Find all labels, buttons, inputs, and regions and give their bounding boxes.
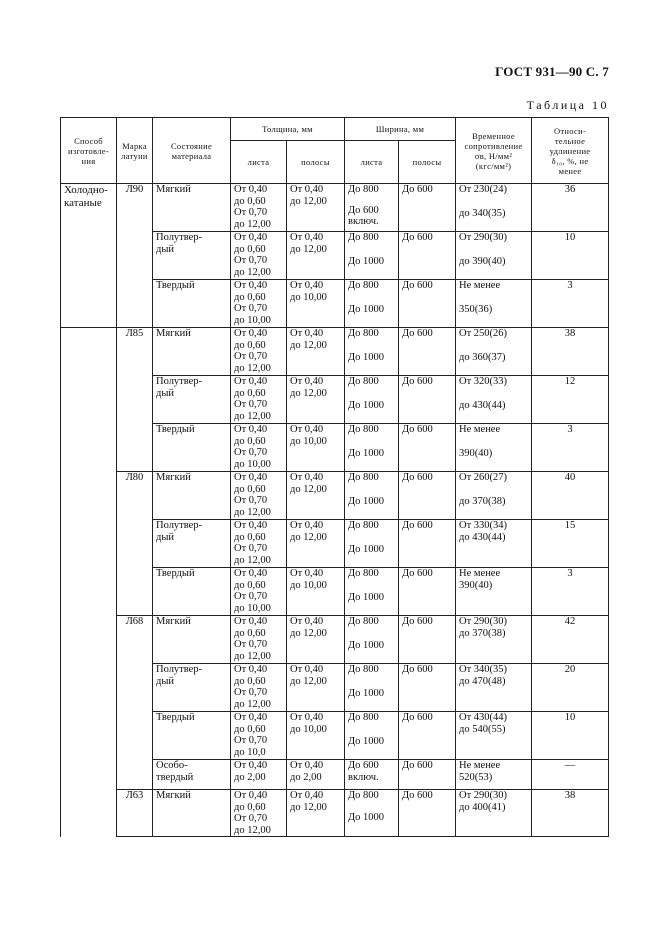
strip-width-cell: До 600	[399, 520, 456, 568]
strength-bottom: до 390(40)	[459, 255, 506, 267]
state-cell: Мягкий	[153, 472, 231, 520]
grade-cell: Л68	[117, 616, 153, 790]
strip-thickness-cell: От 0,40 до 12,00	[287, 184, 345, 232]
elongation-cell: —	[532, 760, 609, 790]
strip-thickness-cell: От 0,40 до 12,00	[287, 376, 345, 424]
sheet-width-cell	[345, 616, 399, 664]
strip-width-cell: До 600	[399, 472, 456, 520]
strip-width-cell: До 600	[399, 424, 456, 472]
sheet-width-bottom: До 1000	[348, 543, 385, 555]
sheet-width-bottom: До 1000	[348, 639, 385, 651]
state-cell: Твердый	[153, 712, 231, 760]
sheet-width-top: До 800	[348, 280, 379, 291]
sheet-width-bottom: До 1000	[348, 303, 385, 315]
strength-bottom: до 360(37)	[459, 351, 506, 363]
strength-cell: От 340(35) до 470(48)	[456, 664, 532, 712]
sheet-width-bottom: До 1000	[348, 351, 385, 363]
sheet-thickness-cell: От 0,40 до 0,60 От 0,70 до 12,00	[231, 376, 287, 424]
strip-width-cell: До 600	[399, 328, 456, 376]
elongation-cell: 38	[532, 328, 609, 376]
strip-width-cell: До 600	[399, 568, 456, 616]
strip-width-cell: До 600	[399, 280, 456, 328]
state-cell: Полутвер- дый	[153, 376, 231, 424]
sheet-width-bottom: До 1000	[348, 811, 385, 823]
state-cell: Полутвер- дый	[153, 664, 231, 712]
elongation-cell: 3	[532, 424, 609, 472]
sheet-width-cell	[345, 424, 399, 472]
strength-top: Не менее	[459, 280, 501, 291]
sheet-width-cell: До 600 включ.	[345, 760, 399, 790]
sheet-thickness-cell: От 0,40 до 0,60 От 0,70 до 12,00	[231, 232, 287, 280]
sheet-width-top: До 800	[348, 790, 379, 801]
sheet-width-cell	[345, 568, 399, 616]
sheet-width-top: До 800	[348, 616, 379, 627]
properties-table	[60, 117, 609, 837]
strength-bottom: 390(40)	[459, 447, 493, 459]
state-cell: Мягкий	[153, 184, 231, 232]
state-cell: Особо- твердый	[153, 760, 231, 790]
strength-cell: От 330(34) до 430(44)	[456, 520, 532, 568]
elongation-cell: 40	[532, 472, 609, 520]
sheet-width-top: До 800	[348, 376, 379, 387]
sheet-thickness-cell: От 0,40 до 2,00	[231, 760, 287, 790]
sheet-width-cell	[345, 712, 399, 760]
sheet-width-cell	[345, 376, 399, 424]
sheet-thickness-cell: От 0,40 до 0,60 От 0,70 до 12,00	[231, 790, 287, 837]
strip-thickness-cell: От 0,40 до 12,00	[287, 790, 345, 837]
method-cell: Холодно- катаные	[61, 184, 117, 328]
sheet-width-bottom: До 600 включ.	[348, 204, 379, 227]
table-label: Таблица 10	[526, 98, 609, 112]
col-header-method: Способ изготовле- ния	[61, 118, 117, 184]
col-header-thickness-strips: полосы	[287, 141, 345, 184]
strength-cell	[456, 328, 532, 376]
strength-top: От 320(33)	[459, 376, 508, 387]
state-cell: Полутвер- дый	[153, 520, 231, 568]
strength-bottom: до 370(38)	[459, 495, 506, 507]
sheet-width-cell	[345, 790, 399, 837]
strip-width-cell: До 600	[399, 760, 456, 790]
strip-thickness-cell: От 0,40 до 12,00	[287, 520, 345, 568]
strip-thickness-cell: От 0,40 до 10,00	[287, 568, 345, 616]
sheet-width-cell	[345, 232, 399, 280]
grade-cell: Л85	[117, 328, 153, 472]
strength-cell	[456, 424, 532, 472]
strength-cell	[456, 472, 532, 520]
sheet-width-top: До 800	[348, 232, 379, 243]
col-header-thickness: Толщина, мм	[231, 118, 345, 141]
sheet-width-bottom: До 1000	[348, 687, 385, 699]
method-cell-continuation	[61, 328, 117, 837]
sheet-width-cell	[345, 664, 399, 712]
sheet-thickness-cell: От 0,40 до 0,60 От 0,70 до 12,00	[231, 664, 287, 712]
strength-cell: Не менее 520(53)	[456, 760, 532, 790]
grade-cell: Л90	[117, 184, 153, 328]
strip-thickness-cell: От 0,40 до 12,00	[287, 616, 345, 664]
strength-bottom: до 430(44)	[459, 399, 506, 411]
sheet-thickness-cell: От 0,40 до 0,60 От 0,70 до 12,00	[231, 472, 287, 520]
strength-cell	[456, 376, 532, 424]
sheet-width-top: До 800	[348, 184, 379, 195]
sheet-width-bottom: До 1000	[348, 495, 385, 507]
strength-bottom: до 340(35)	[459, 207, 506, 219]
sheet-width-top: До 800	[348, 328, 379, 339]
sheet-thickness-cell: От 0,40 до 0,60 От 0,70 до 12,00	[231, 328, 287, 376]
sheet-thickness-cell: От 0,40 до 0,60 От 0,70 до 10,00	[231, 424, 287, 472]
strip-thickness-cell: От 0,40 до 12,00	[287, 232, 345, 280]
strip-width-cell: До 600	[399, 616, 456, 664]
page-header: ГОСТ 931—90 С. 7	[495, 64, 609, 79]
sheet-width-top: До 800	[348, 520, 379, 531]
strength-cell: От 290(30) до 370(38)	[456, 616, 532, 664]
state-cell: Твердый	[153, 568, 231, 616]
sheet-width-top: До 800	[348, 472, 379, 483]
col-header-width: Ширина, мм	[345, 118, 456, 141]
sheet-width-top: До 800	[348, 424, 379, 435]
col-header-width-sheets: листа	[345, 141, 399, 184]
strip-width-cell: До 600	[399, 376, 456, 424]
sheet-width-bottom: До 1000	[348, 591, 385, 603]
elongation-cell: 38	[532, 790, 609, 837]
elongation-cell: 10	[532, 232, 609, 280]
col-header-strength: Временное сопротивление σв, Н/мм² (кгс/мм²)	[456, 118, 532, 184]
col-header-width-strips: полосы	[399, 141, 456, 184]
strength-cell	[456, 232, 532, 280]
sheet-thickness-cell: От 0,40 до 0,60 От 0,70 до 10,00	[231, 568, 287, 616]
col-header-thickness-sheets: листа	[231, 141, 287, 184]
col-header-state: Состояние материала	[153, 118, 231, 184]
state-cell: Мягкий	[153, 328, 231, 376]
grade-cell: Л63	[117, 790, 153, 837]
strength-cell: От 290(30) до 400(41)	[456, 790, 532, 837]
sheet-width-bottom: До 1000	[348, 447, 385, 459]
strength-bottom: 350(36)	[459, 303, 493, 315]
strip-width-cell: До 600	[399, 184, 456, 232]
elongation-cell: 36	[532, 184, 609, 232]
state-cell: Мягкий	[153, 616, 231, 664]
sheet-width-bottom: До 1000	[348, 255, 385, 267]
elongation-cell: 10	[532, 712, 609, 760]
strip-thickness-cell: От 0,40 до 2,00	[287, 760, 345, 790]
strength-cell	[456, 280, 532, 328]
sheet-width-bottom: До 1000	[348, 735, 385, 747]
sheet-width-cell	[345, 184, 399, 232]
strength-top: Не менее	[459, 424, 501, 435]
state-cell: Полутвер- дый	[153, 232, 231, 280]
sheet-thickness-cell: От 0,40 до 0,60 От 0,70 до 12,00	[231, 184, 287, 232]
sheet-thickness-cell: От 0,40 до 0,60 От 0,70 до 10,0	[231, 712, 287, 760]
strip-thickness-cell: От 0,40 до 12,00	[287, 664, 345, 712]
sheet-width-top: До 800	[348, 712, 379, 723]
elongation-cell: 20	[532, 664, 609, 712]
sheet-width-cell	[345, 472, 399, 520]
sheet-width-cell	[345, 520, 399, 568]
col-header-elongation: Относи- тельное удлинение δ₁₀, %, не менее	[532, 118, 609, 184]
grade-cell: Л80	[117, 472, 153, 616]
strength-cell: Не менее 390(40)	[456, 568, 532, 616]
sheet-thickness-cell: От 0,40 до 0,60 От 0,70 до 10,00	[231, 280, 287, 328]
strip-width-cell: До 600	[399, 232, 456, 280]
elongation-cell: 3	[532, 568, 609, 616]
strip-width-cell: До 600	[399, 712, 456, 760]
state-cell: Твердый	[153, 424, 231, 472]
sheet-thickness-cell: От 0,40 до 0,60 От 0,70 до 12,00	[231, 616, 287, 664]
state-cell: Мягкий	[153, 790, 231, 837]
strength-cell	[456, 184, 532, 232]
col-header-grade: Марка латуни	[117, 118, 153, 184]
strip-thickness-cell: От 0,40 до 10,00	[287, 424, 345, 472]
strength-cell: От 430(44) до 540(55)	[456, 712, 532, 760]
sheet-width-cell	[345, 328, 399, 376]
elongation-cell: 15	[532, 520, 609, 568]
strip-thickness-cell: От 0,40 до 12,00	[287, 472, 345, 520]
sheet-width-top: До 800	[348, 568, 379, 579]
strip-thickness-cell: От 0,40 до 10,00	[287, 280, 345, 328]
state-cell: Твердый	[153, 280, 231, 328]
sheet-width-bottom: До 1000	[348, 399, 385, 411]
sheet-width-top: До 800	[348, 664, 379, 675]
strip-width-cell: До 600	[399, 790, 456, 837]
strip-thickness-cell: От 0,40 до 12,00	[287, 328, 345, 376]
elongation-cell: 12	[532, 376, 609, 424]
strip-thickness-cell: От 0,40 до 10,00	[287, 712, 345, 760]
sheet-thickness-cell: От 0,40 до 0,60 От 0,70 до 12,00	[231, 520, 287, 568]
strength-top: От 230(24)	[459, 184, 508, 195]
elongation-cell: 3	[532, 280, 609, 328]
elongation-cell: 42	[532, 616, 609, 664]
strip-width-cell: До 600	[399, 664, 456, 712]
strength-top: От 250(26)	[459, 328, 508, 339]
strength-top: От 290(30)	[459, 232, 508, 243]
sheet-width-cell	[345, 280, 399, 328]
strength-top: От 260(27)	[459, 472, 508, 483]
